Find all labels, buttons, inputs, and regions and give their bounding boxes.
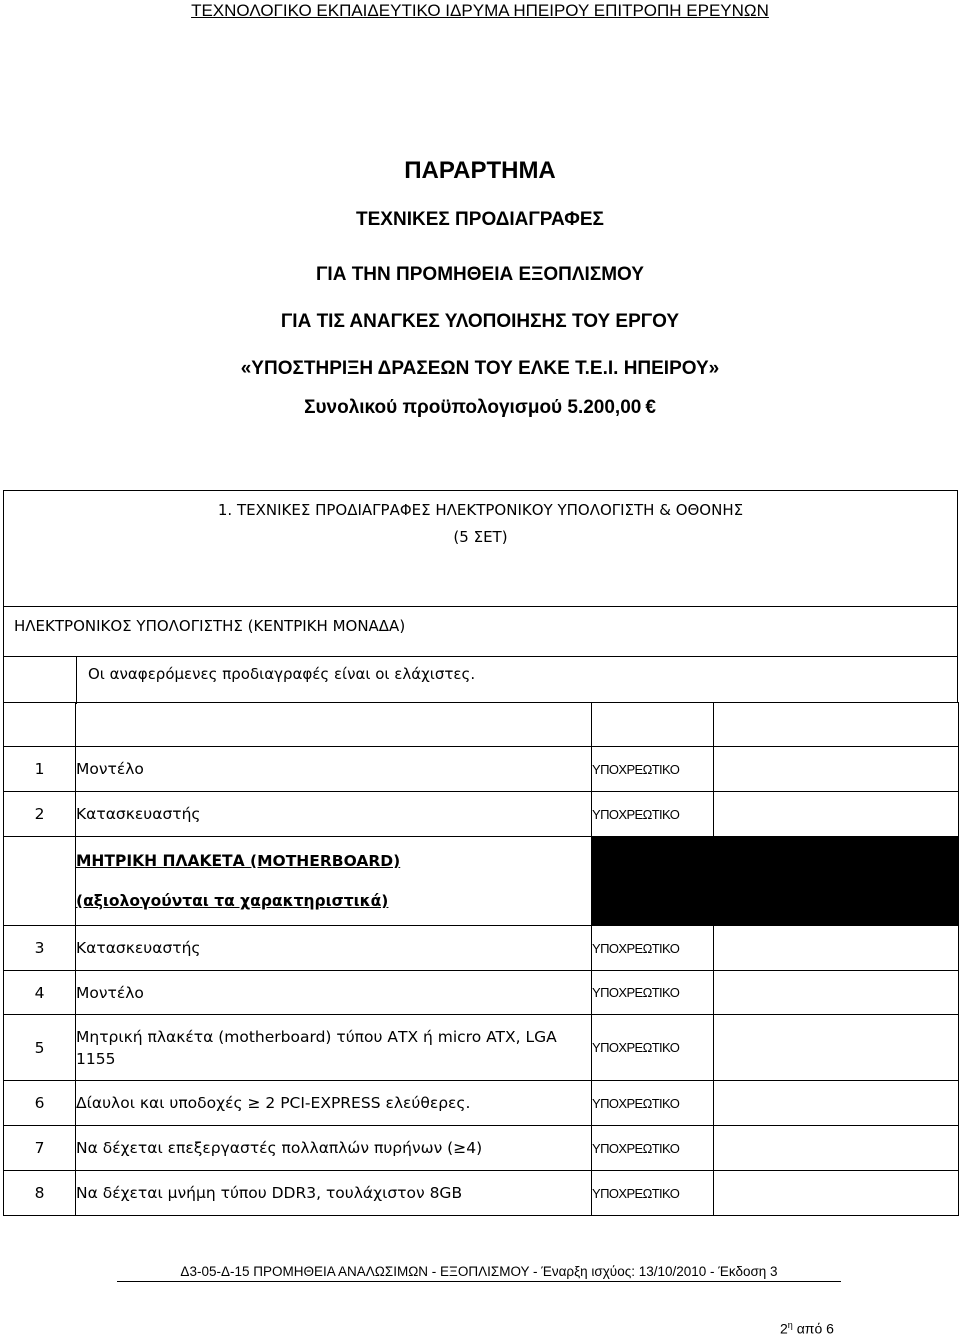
table-row — [4, 703, 959, 747]
row-number: 8 — [4, 1171, 76, 1216]
row-description: Μοντέλο — [76, 747, 592, 792]
table-cell — [714, 747, 959, 792]
running-header-text: ΤΕΧΝΟΛΟΓΙΚΟ ΕΚΠΑΙΔΕΥΤΙΚΟ ΙΔΡΥΜΑ ΗΠΕΙΡΟΥ ΕΠΙΤΡΟΠΗ ΕΡΕΥΝΩΝ — [191, 1, 769, 20]
title-line-3: ΓΙΑ ΤΙΣ ΑΝΑΓΚΕΣ ΥΛΟΠΟΙΗΣΗΣ ΤΟΥ ΕΡΓΟΥ — [280, 311, 680, 332]
table-cell — [76, 703, 592, 747]
table-row — [4, 1171, 959, 1216]
row-requirement: ΥΠΟΧΡΕΩΤΙΚΟ — [592, 747, 714, 792]
divider — [76, 656, 77, 704]
page-total: από 6 — [796, 1320, 834, 1337]
table-row — [4, 1126, 959, 1171]
row-requirement: ΥΠΟΧΡΕΩΤΙΚΟ — [592, 926, 714, 971]
spec-table — [3, 702, 959, 1216]
table-row — [4, 792, 959, 837]
section-subheading: (5 ΣΕΤ) — [453, 528, 508, 546]
blacked-out-cell — [714, 837, 959, 926]
table-cell — [592, 703, 714, 747]
motherboard-header — [76, 837, 592, 926]
table-row — [4, 1015, 959, 1081]
euro-sign: € — [645, 397, 656, 418]
table-cell — [4, 837, 76, 926]
annex-title: ΠΑΡΑΡΤΗΜΑ — [404, 157, 556, 184]
row-requirement: ΥΠΟΧΡΕΩΤΙΚΟ — [592, 1171, 714, 1216]
running-header — [0, 0, 960, 22]
table-cell — [714, 1015, 959, 1081]
row-number: 2 — [4, 792, 76, 837]
row-description: Μητρική πλακέτα (motherboard) τύπου ΑΤΧ ή micro ATX, LGA 1155 — [76, 1015, 592, 1081]
row-number: 6 — [4, 1081, 76, 1126]
motherboard-subtitle: (αξιολογούνται τα χαρακτηριστικά) — [76, 892, 389, 910]
section-heading: 1. ΤΕΧΝΙΚΕΣ ΠΡΟΔΙΑΓΡΑΦΕΣ ΗΛΕΚΤΡΟΝΙΚΟΥ ΥΠΟΛΟΓΙΣΤΗ & ΟΘΟΝΗΣ — [217, 501, 744, 519]
table-cell — [714, 703, 959, 747]
row-number: 4 — [4, 971, 76, 1015]
row-requirement: ΥΠΟΧΡΕΩΤΙΚΟ — [592, 1081, 714, 1126]
budget-text: Συνολικού προϋπολογισμού 5.200,00 — [304, 397, 642, 418]
section-box — [3, 490, 958, 703]
page-number-value: 2 — [780, 1320, 788, 1337]
page-number — [780, 1320, 834, 1337]
table-cell — [714, 1081, 959, 1126]
title-line-1: ΤΕΧΝΙΚΕΣ ΠΡΟΔΙΑΓΡΑΦΕΣ — [356, 209, 604, 230]
table-cell — [714, 926, 959, 971]
row-number: 7 — [4, 1126, 76, 1171]
table-row — [4, 971, 959, 1015]
motherboard-title: ΜΗΤΡΙΚΗ ΠΛΑΚΕΤΑ (MOTHERBOARD) — [76, 852, 401, 870]
row-requirement: ΥΠΟΧΡΕΩΤΙΚΟ — [592, 1126, 714, 1171]
document-footer: Δ3-05-Δ-15 ΠΡΟΜΗΘΕΙΑ ΑΝΑΛΩΣΙΜΩΝ - ΕΞΟΠΛΙΣΜΟΥ - Έναρξη ισχύος: 13/10/2010 - Έκδοση 3 — [117, 1264, 841, 1282]
table-row — [4, 1081, 959, 1126]
divider — [3, 656, 958, 657]
divider — [3, 606, 958, 607]
row-requirement: ΥΠΟΧΡΕΩΤΙΚΟ — [592, 792, 714, 837]
table-cell — [714, 1171, 959, 1216]
minimum-specs-note: Οι αναφερόμενες προδιαγραφές είναι οι ελάχιστες. — [88, 665, 476, 683]
row-description: Μοντέλο — [76, 971, 592, 1015]
page-number-superscript: η — [787, 1320, 793, 1330]
table-cell — [4, 703, 76, 747]
table-cell — [714, 1126, 959, 1171]
title-line-4: «ΥΠΟΣΤΗΡΙΞΗ ΔΡΑΣΕΩΝ ΤΟΥ ΕΛΚΕ Τ.Ε.Ι. ΗΠΕΙΡΟΥ» — [240, 358, 720, 379]
row-description: Κατασκευαστής — [76, 926, 592, 971]
table-row — [4, 926, 959, 971]
row-requirement: ΥΠΟΧΡΕΩΤΙΚΟ — [592, 1015, 714, 1081]
title-line-2: ΓΙΑ ΤΗΝ ΠΡΟΜΗΘΕΙΑ ΕΞΟΠΛΙΣΜΟΥ — [316, 264, 644, 285]
row-number: 1 — [4, 747, 76, 792]
row-description: Να δέχεται μνήμη τύπου DDR3, τουλάχιστον 8GB — [76, 1171, 592, 1216]
unit-title: ΗΛΕΚΤΡΟΝΙΚΟΣ ΥΠΟΛΟΓΙΣΤΗΣ (ΚΕΝΤΡΙΚΗ ΜΟΝΑΔΑ) — [14, 617, 406, 635]
row-description: Κατασκευαστής — [76, 792, 592, 837]
row-description: Δίαυλοι και υποδοχές ≥ 2 PCI-EXPRESS ελεύθερες. — [76, 1081, 592, 1126]
row-requirement: ΥΠΟΧΡΕΩΤΙΚΟ — [592, 971, 714, 1015]
table-cell — [714, 792, 959, 837]
row-number: 5 — [4, 1015, 76, 1081]
row-number: 3 — [4, 926, 76, 971]
blacked-out-cell — [592, 837, 714, 926]
budget-line — [0, 395, 960, 421]
table-cell — [714, 971, 959, 1015]
motherboard-header-row — [4, 837, 959, 926]
table-row — [4, 747, 959, 792]
row-description: Να δέχεται επεξεργαστές πολλαπλών πυρήνων (≥4) — [76, 1126, 592, 1171]
